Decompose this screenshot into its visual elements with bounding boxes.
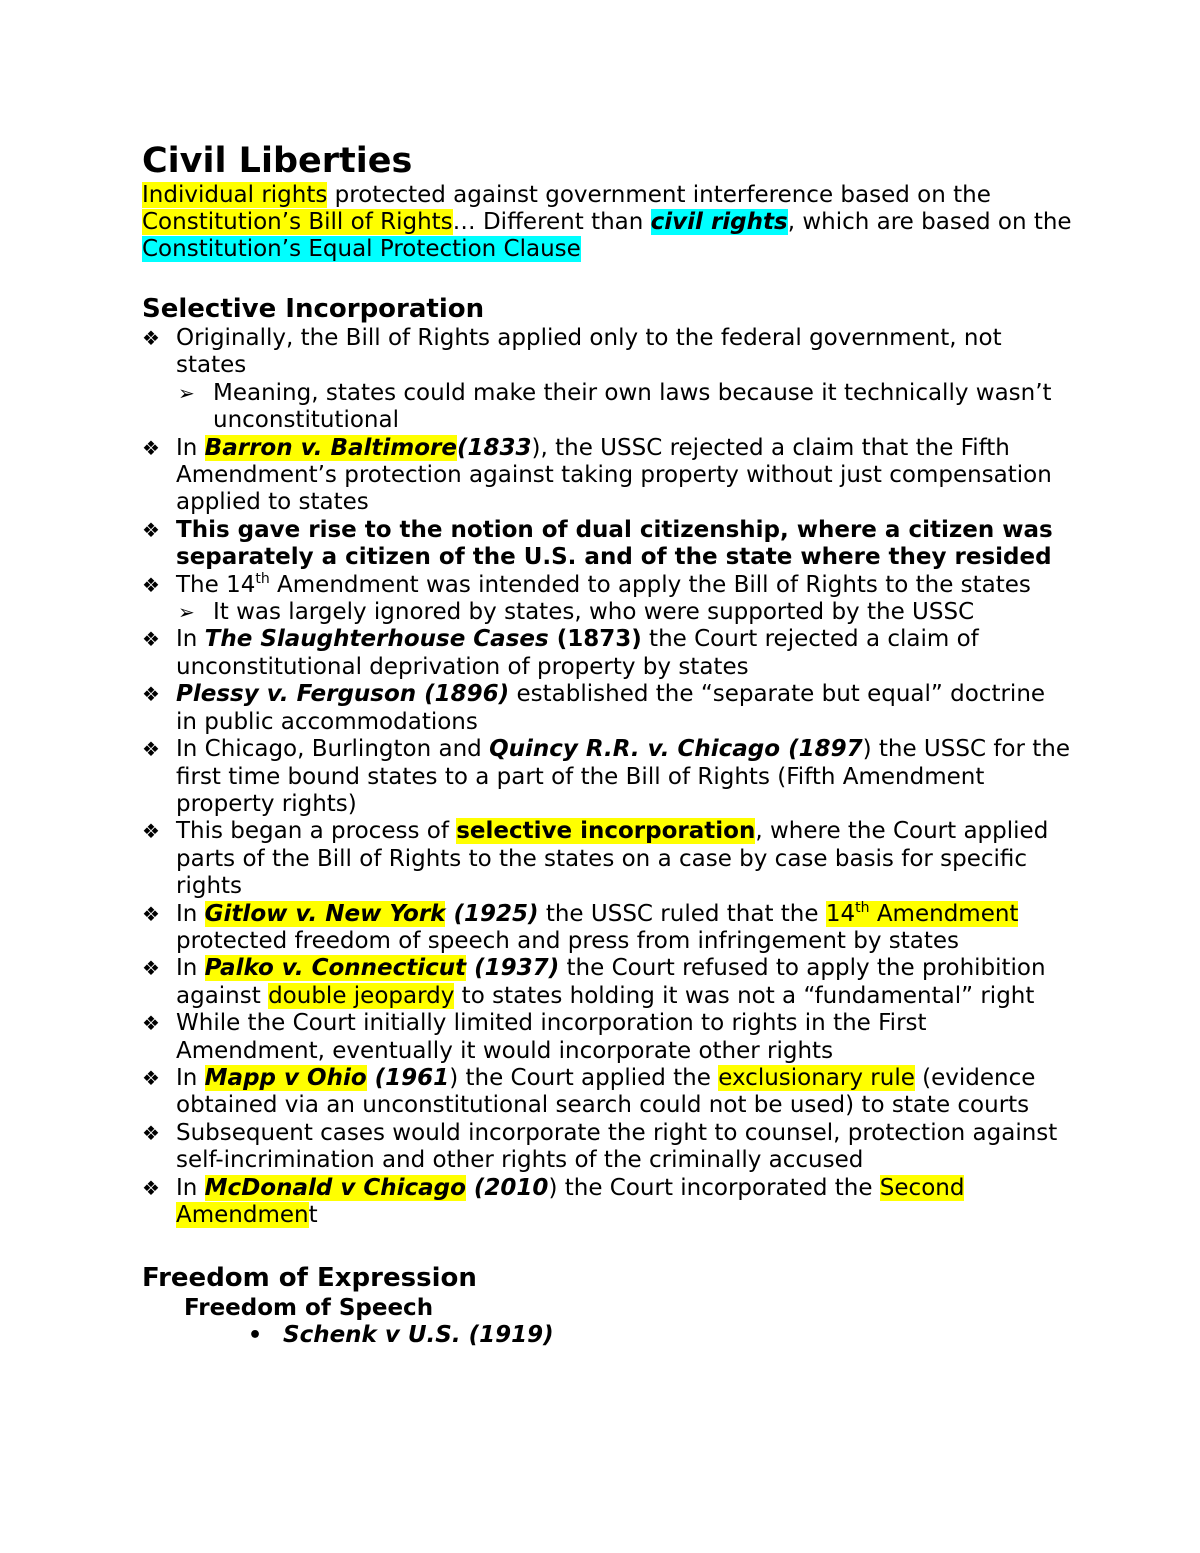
case-name: The Slaughterhouse Cases [204, 626, 549, 653]
intro-paragraph: Individual rights protected against government interference based on the Constitution’s Bill of Rights… Different than civil rights, which are based on the Constitution’s Equal Protection Clause [142, 182, 1072, 262]
diamond-bullet-icon: ❖ [142, 1120, 160, 1145]
highlight-individual-rights: Individual rights [142, 182, 328, 208]
list-item: ➢ Meaning, states could make their own laws because it technically wasn’t unconstitutional [178, 379, 1052, 434]
list-item: ❖ In McDonald v Chicago (2010) the Court incorporated the Second Amendment [142, 1174, 965, 1228]
case-name: Mapp v Ohio [204, 1064, 367, 1091]
case-name: McDonald v Chicago [204, 1174, 466, 1201]
document-page [142, 140, 1072, 1350]
page-title: Civil Liberties [142, 141, 413, 181]
diamond-bullet-icon: ❖ [142, 1065, 160, 1090]
highlight-civil-rights: civil rights [650, 209, 788, 235]
diamond-bullet-icon: ❖ [142, 1175, 160, 1200]
heading-selective-incorporation: Selective Incorporation [142, 294, 485, 324]
list-item: ❖ In The Slaughterhouse Cases (1873) the Court rejected a claim of unconstitutional deprivation of property by states [142, 626, 979, 680]
diamond-bullet-icon: ❖ [142, 737, 160, 762]
arrow-bullet-icon: ➢ [178, 600, 195, 625]
list-item: ❖ Subsequent cases would incorporate the right to counsel, protection against self-incrimination and other rights of the criminally accused [142, 1119, 1058, 1174]
diamond-bullet-icon: ❖ [142, 517, 160, 542]
arrow-bullet-icon: ➢ [178, 380, 195, 405]
list-item: ❖ Plessy v. Ferguson (1896) established the “separate but equal” doctrine in public accommodations [142, 681, 1046, 735]
highlight-second-amendment: Second Amendmen [176, 1174, 965, 1228]
list-item: ❖ In Gitlow v. New York (1925) the USSC ruled that the 14th Amendment protected freedom of speech and press from infringement by states [142, 899, 1019, 954]
case-name: Gitlow v. New York [204, 900, 446, 927]
list-item: ❖ In Palko v. Connecticut (1937) the Court refused to apply the prohibition against double jeopardy to states holding it was not a “fundamental” right [142, 955, 1046, 1009]
freedom-of-speech-list [142, 1322, 1072, 1349]
heading-freedom-of-expression: Freedom of Expression [142, 1263, 477, 1294]
list-item: ❖ While the Court initially limited incorporation to rights in the First Amendment, eventually it would incorporate other rights [142, 1010, 927, 1064]
diamond-bullet-icon: ❖ [142, 627, 160, 652]
list-item: ❖ This began a process of selective incorporation, where the Court applied parts of the Bill of Rights to the states on a case by case basis for specific rights [142, 818, 1049, 900]
selective-incorporation-list [142, 325, 1072, 1229]
case-name: Barron v. Baltimore [204, 434, 457, 461]
diamond-bullet-icon: ❖ [142, 1011, 160, 1036]
case-name: Quincy R.R. v. Chicago (1897 [489, 736, 863, 763]
list-item: ❖ In Barron v. Baltimore(1833), the USSC rejected a claim that the Fifth Amendment’s protection against taking property without just compensation applied to states [142, 434, 1052, 516]
highlight-selective-incorporation: selective incorporation [456, 818, 756, 845]
heading-freedom-of-speech: Freedom of Speech [184, 1295, 434, 1322]
diamond-bullet-icon: ❖ [142, 682, 160, 707]
highlight-14th-amendment: 14th Amendment [825, 899, 1019, 927]
highlight-exclusionary-rule: exclusionary rule [718, 1064, 915, 1091]
highlight-bill-of-rights: Constitution’s Bill of Rights [142, 209, 453, 235]
list-item: ❖ In Mapp v Ohio (1961) the Court applied the exclusionary rule (evidence obtained via an unconstitutional search could not be used) to state courts [142, 1064, 1036, 1119]
case-name: Plessy v. Ferguson (1896) [176, 681, 510, 708]
diamond-bullet-icon: ❖ [142, 956, 160, 981]
diamond-bullet-icon: ❖ [142, 435, 160, 460]
diamond-bullet-icon: ❖ [142, 326, 160, 350]
diamond-bullet-icon: ❖ [142, 901, 160, 926]
list-item: • Schenk v U.S. (1919) [248, 1322, 554, 1349]
dot-bullet-icon: • [248, 1323, 263, 1349]
list-item: ❖ This gave rise to the notion of dual citizenship, where a citizen was separately a citizen of the U.S. and of the state where they resided [142, 516, 1053, 571]
list-item: ❖ Originally, the Bill of Rights applied only to the federal government, not states [142, 325, 1002, 379]
list-item: ❖ The 14th Amendment was intended to apply the Bill of Rights to the states [142, 570, 1031, 598]
case-name: Palko v. Connecticut [204, 955, 467, 982]
list-item: ❖ In Chicago, Burlington and Quincy R.R. v. Chicago (1897) the USSC for the first time bound states to a part of the Bill of Rights (Fifth Amendment property rights) [142, 736, 1071, 817]
highlight-double-jeopardy: double jeopardy [268, 982, 455, 1009]
list-item: ➢ It was largely ignored by states, who were supported by the USSC [178, 599, 975, 626]
diamond-bullet-icon: ❖ [142, 572, 160, 597]
diamond-bullet-icon: ❖ [142, 819, 160, 844]
highlight-equal-protection: Constitution’s Equal Protection Clause [142, 236, 581, 262]
